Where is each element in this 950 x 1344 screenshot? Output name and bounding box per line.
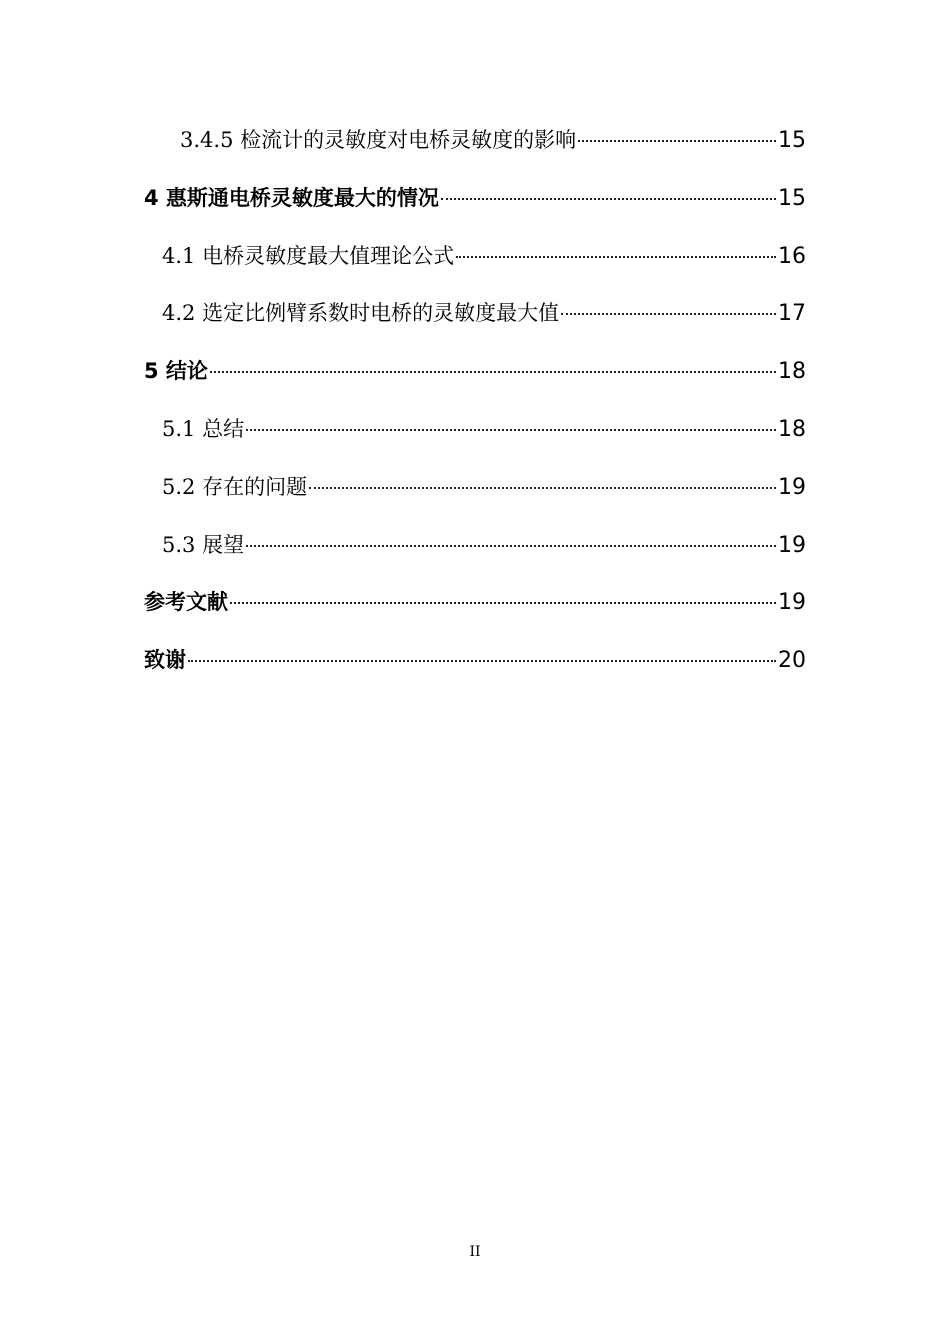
toc-entry-title: 5.2 存在的问题 <box>162 475 308 499</box>
toc-entry-title: 5.3 展望 <box>162 533 245 557</box>
toc-entry-page: 19 <box>778 475 806 500</box>
toc-entry-acknowledgements[interactable] <box>144 643 806 677</box>
toc-entry-title: 4 惠斯通电桥灵敏度最大的情况 <box>144 186 439 210</box>
dot-leader <box>441 198 776 200</box>
dot-leader <box>578 140 776 142</box>
toc-entry-title: 4.2 选定比例臂系数时电桥的灵敏度最大值 <box>162 301 560 325</box>
toc-entry-title: 参考文献 <box>144 590 228 614</box>
toc-entry-5-2[interactable] <box>162 470 806 504</box>
dot-leader <box>456 256 776 258</box>
toc-entry-page: 17 <box>778 301 806 326</box>
toc-entry-page: 15 <box>778 128 806 153</box>
toc-entry-references[interactable] <box>144 585 806 619</box>
toc-entry-page: 16 <box>778 244 806 269</box>
toc-entry-5-3[interactable] <box>162 528 806 562</box>
toc-entry-page: 19 <box>778 590 806 615</box>
toc-entry-5-1[interactable] <box>162 412 806 446</box>
toc-entry-title: 3.4.5 检流计的灵敏度对电桥灵敏度的影响 <box>180 128 577 152</box>
dot-leader <box>246 545 776 547</box>
toc-entry-title: 4.1 电桥灵敏度最大值理论公式 <box>162 244 455 268</box>
toc-entry-page: 15 <box>778 186 806 211</box>
toc-entry-title: 致谢 <box>144 648 186 672</box>
dot-leader <box>309 487 776 489</box>
toc-entry-3-4-5[interactable] <box>180 123 806 157</box>
toc-entry-4-1[interactable] <box>162 239 806 273</box>
toc-entry-title: 5.1 总结 <box>162 417 245 441</box>
dot-leader <box>188 660 776 662</box>
toc-entry-title: 5 结论 <box>144 359 208 383</box>
toc-entry-4[interactable] <box>144 181 806 215</box>
dot-leader <box>246 429 776 431</box>
dot-leader <box>210 371 776 373</box>
page-number: II <box>469 1244 481 1260</box>
toc-entry-page: 18 <box>778 359 806 384</box>
toc-entry-page: 20 <box>778 648 806 673</box>
toc-entry-4-2[interactable] <box>162 296 806 330</box>
toc-entry-5[interactable] <box>144 354 806 388</box>
dot-leader <box>561 313 776 315</box>
toc-entry-page: 19 <box>778 533 806 558</box>
toc-entry-page: 18 <box>778 417 806 442</box>
dot-leader <box>230 602 776 604</box>
